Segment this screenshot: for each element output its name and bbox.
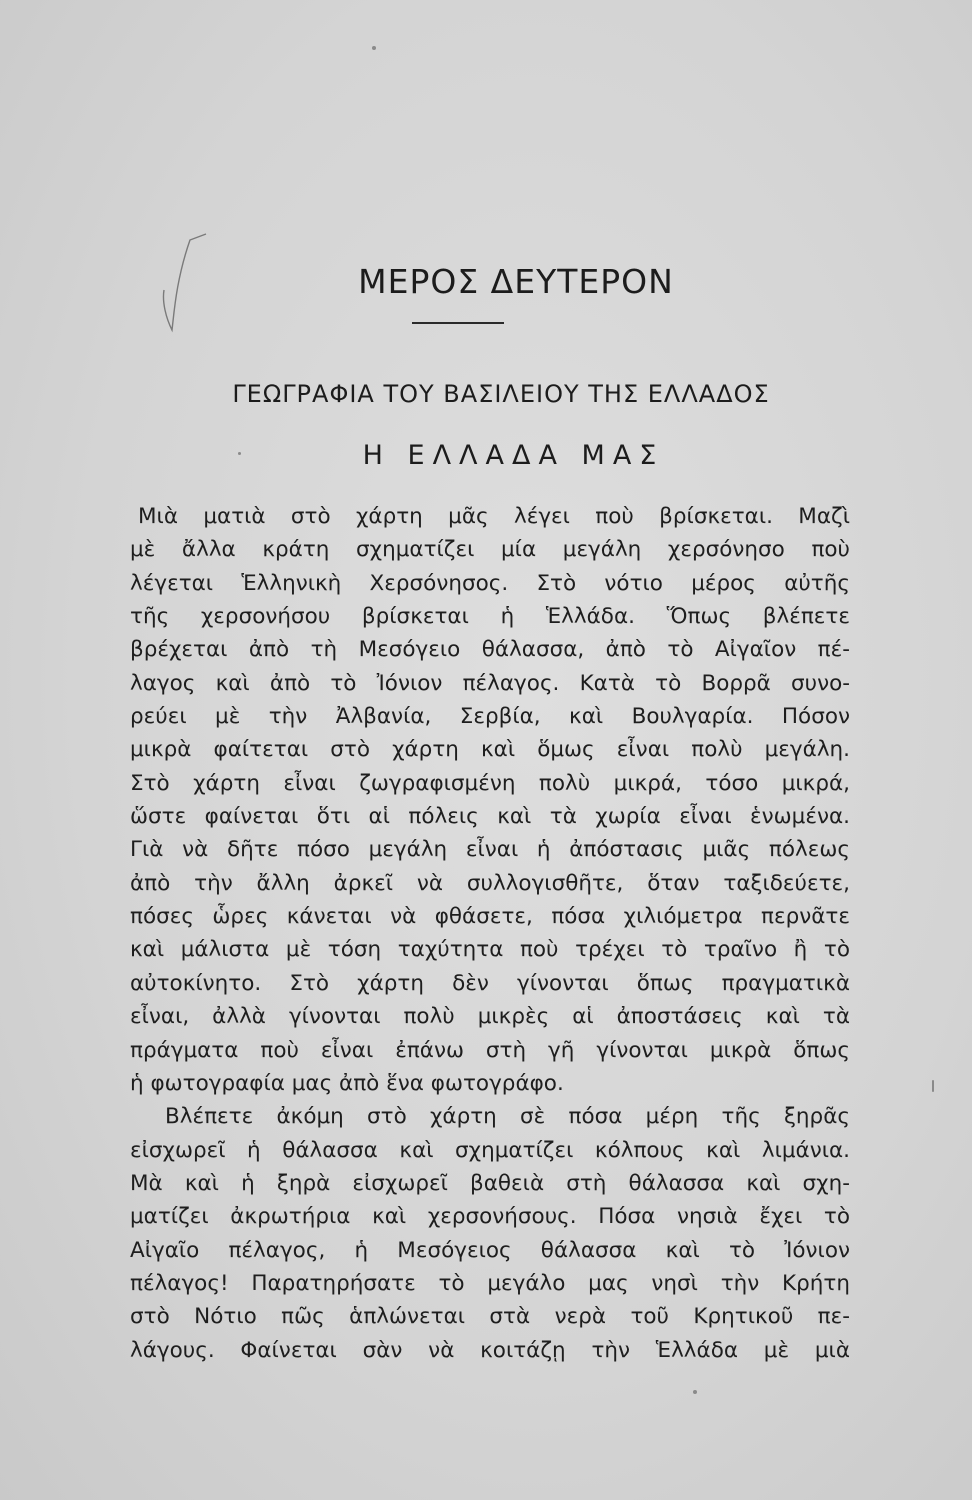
text-line: λέγεται Ἑλληνικὴ Χερσόνησος. Στὸ νότιο μέρος αὐτῆς [130,570,850,596]
text-line: ὥστε φαίνεται ὅτι αἱ πόλεις καὶ τὰ χωρία εἶναι ἑνωμένα. [130,804,850,830]
text-line: στὸ Νότιο πῶς ἁπλώνεται στὰ νερὰ τοῦ Κρητικοῦ πε- [130,1304,850,1330]
text-line: Μιὰ ματιὰ στὸ χάρτη μᾶς λέγει ποὺ βρίσκεται. Μαζὶ [138,504,850,529]
text-line: εἰσχωρεῖ ἡ θάλασσα καὶ σχηματίζει κόλπους καὶ λιμάνια. [130,1137,850,1163]
text-line: εἶναι, ἀλλὰ γίνονται πολὺ μικρὲς αἱ ἀποστάσεις καὶ τὰ [130,1004,850,1030]
section-title: ΓΕΩΓΡΑΦΙΑ ΤΟΥ ΒΑΣΙΛΕΙΟΥ ΤΗΣ ΕΛΛΑΔΟΣ [232,380,770,408]
text-line: πόσες ὧρες κάνεται νὰ φθάσετε, πόσα χιλιόμετρα περνᾶτε [130,904,850,930]
paper-speck [932,1080,934,1092]
text-line: αὐτοκίνητο. Στὸ χάρτη δὲν γίνονται ὅπως πραγματικὰ [130,970,850,996]
text-line: Βλέπετε ἀκόμη στὸ χάρτη σὲ πόσα μέρη τῆς ξηρᾶς [165,1104,850,1130]
body-text [130,500,850,1367]
paper-speck [372,46,376,50]
text-line: μικρὰ φαίτεται στὸ χάρτη καὶ ὅμως εἶναι πολὺ μεγάλη. [130,737,850,763]
text-line: λάγους. Φαίνεται σὰν νὰ κοιτάζῃ τὴν Ἑλλάδα μὲ μιὰ [130,1337,850,1363]
text-line: καὶ μάλιστα μὲ τόση ταχύτητα ποὺ τρέχει τὸ τραῖνο ἢ τὸ [130,937,850,963]
text-line: τῆς χερσονήσου βρίσκεται ἡ Ἑλλάδα. Ὅπως βλέπετε [130,604,850,630]
text-line: ματίζει ἀκρωτήρια καὶ χερσονήσους. Πόσα νησιὰ ἔχει τὸ [130,1204,850,1230]
title-divider [412,322,504,324]
part-title: ΜΕΡΟΣ ΔΕΥΤΕΡΟΝ [358,262,674,301]
text-line: Μὰ καὶ ἡ ξηρὰ εἰσχωρεῖ βαθειὰ στὴ θάλασσα καὶ σχη- [130,1170,850,1196]
text-line: ἡ φωτογραφία μας ἀπὸ ἕνα φωτογράφο. [130,1070,564,1096]
text-line: πέλαγος! Παρατηρήσατε τὸ μεγάλο μας νησὶ τὴν Κρήτη [130,1270,850,1296]
chapter-title: Η ΕΛΛΑΔΑ ΜΑΣ [362,440,665,471]
text-line: λαγος καὶ ἀπὸ τὸ Ἰόνιον πέλαγος. Κατὰ τὸ Βορρᾶ συνο- [130,670,850,696]
text-line: Αἰγαῖο πέλαγος, ἡ Μεσόγειος θάλασσα καὶ τὸ Ἰόνιον [130,1237,850,1263]
paper-speck [238,452,241,455]
text-line: Στὸ χάρτη εἶναι ζωγραφισμένη πολὺ μικρά, τόσο μικρά, [130,770,850,796]
text-line: πράγματα ποὺ εἶναι ἐπάνω στὴ γῆ γίνονται μικρὰ ὅπως [130,1037,850,1063]
text-line: ἀπὸ τὴν ἄλλη ἀρκεῖ νὰ συλλογισθῆτε, ὅταν ταξιδεύετε, [130,870,850,896]
paper-speck [693,1390,697,1394]
text-line: ρεύει μὲ τὴν Ἀλβανία, Σερβία, καὶ Βουλγαρία. Πόσον [130,704,850,730]
text-line: Γιὰ νὰ δῆτε πόσο μεγάλη εἶναι ἡ ἀπόστασις μιᾶς πόλεως [130,837,850,863]
text-line: βρέχεται ἀπὸ τὴ Μεσόγειο θάλασσα, ἀπὸ τὸ Αἰγαῖον πέ- [130,637,850,663]
text-line: μὲ ἄλλα κράτη σχηματίζει μία μεγάλη χερσόνησο ποὺ [130,537,850,563]
